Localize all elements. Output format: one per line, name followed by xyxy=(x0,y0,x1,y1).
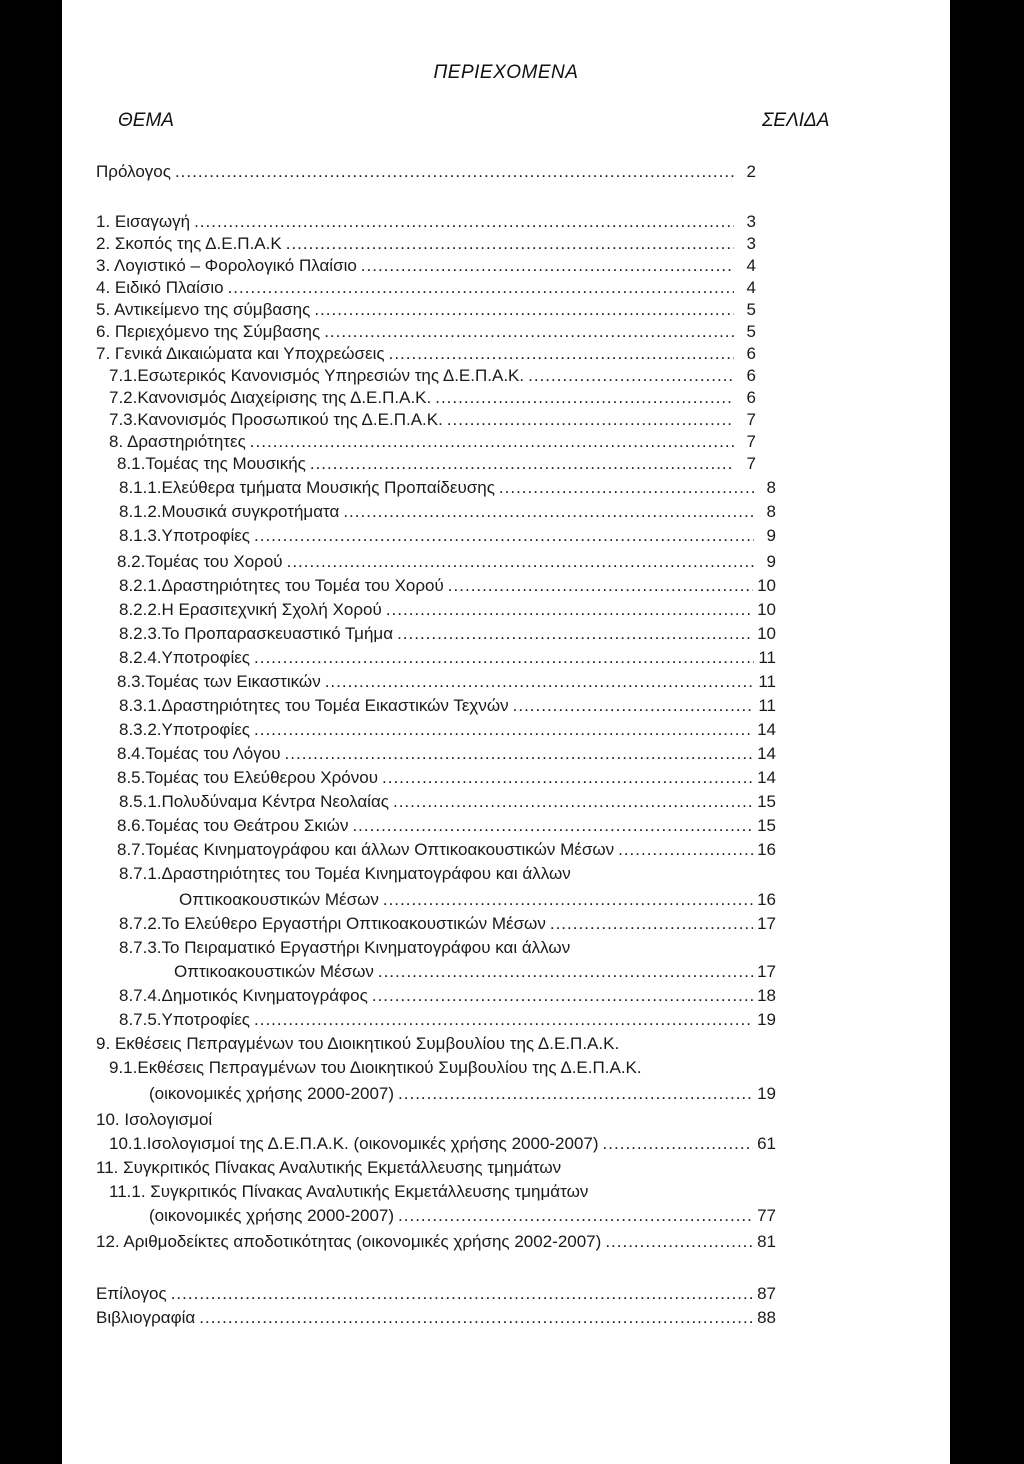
toc-entry xyxy=(117,768,776,790)
toc-entry-label: 8.1.Τομέας της Μουσικής xyxy=(117,454,306,473)
toc-entry-page-number: 6 xyxy=(746,388,756,407)
toc-entry-label: 9. Εκθέσεις Πεπραγμένων του Διοικητικού Συμβουλίου της Δ.Ε.Π.Α.Κ. xyxy=(96,1034,620,1053)
toc-entry-page-number: 3 xyxy=(746,212,756,231)
toc-entry-label: (οικονομικές χρήσης 2000-2007) xyxy=(149,1084,395,1103)
dot-leader xyxy=(324,322,734,342)
toc-entry xyxy=(96,1034,776,1056)
dot-leader xyxy=(378,962,753,982)
dot-leader xyxy=(228,278,734,298)
toc-entry xyxy=(119,864,776,886)
toc-entry-page-number: 10 xyxy=(757,600,776,619)
column-header-page: ΣΕΛΙΔΑ xyxy=(762,110,830,131)
toc-entry-label: 2. Σκοπός της Δ.Ε.Π.Α.Κ xyxy=(96,234,282,253)
toc-entry-label: 8.2.3.Το Προπαρασκευαστικό Τμήμα xyxy=(119,624,394,643)
toc-entry-label: 7. Γενικά Δικαιώματα και Υποχρεώσεις xyxy=(96,344,385,363)
toc-entry-label: 8.2.4.Υποτροφίες xyxy=(119,648,250,667)
dot-leader xyxy=(550,914,753,934)
toc-entry xyxy=(149,1084,776,1106)
toc-entry-label: Επίλογος xyxy=(96,1284,167,1303)
toc-entry xyxy=(96,300,756,322)
toc-entry-page-number: 7 xyxy=(746,432,756,451)
toc-entry-page-number: 87 xyxy=(757,1284,776,1303)
toc-entry xyxy=(117,840,776,862)
toc-entry-page-number: 19 xyxy=(757,1010,776,1029)
toc-entry-label: 8.2.1.Δραστηριότητες του Τομέα του Χορού xyxy=(119,576,444,595)
toc-entry-label: 8.7.Τομέας Κινηματογράφου και άλλων Οπτικοακουστικών Μέσων xyxy=(117,840,615,859)
toc-entry xyxy=(119,792,776,814)
toc-entry-label: Βιβλιογραφία xyxy=(96,1308,196,1327)
toc-entry-label: 1. Εισαγωγή xyxy=(96,212,191,231)
toc-entry-page-number: 11 xyxy=(758,648,776,667)
dot-leader xyxy=(325,672,754,692)
toc-entry xyxy=(119,600,776,622)
toc-entry xyxy=(149,1206,776,1228)
dot-leader xyxy=(397,624,753,644)
toc-entry-label: 8.7.1.Δραστηριότητες του Τομέα Κινηματογράφου και άλλων xyxy=(119,864,571,883)
dot-leader xyxy=(382,768,753,788)
toc-entry-label: 8.5.Τομέας του Ελεύθερου Χρόνου xyxy=(117,768,379,787)
toc-entry-label: 7.2.Κανονισμός Διαχείρισης της Δ.Ε.Π.Α.Κ. xyxy=(109,388,432,407)
toc-entry-page-number: 4 xyxy=(746,256,756,275)
toc-entry-label: 8.3.2.Υποτροφίες xyxy=(119,720,250,739)
dot-leader xyxy=(310,454,734,474)
toc-entry-label: 8.7.5.Υποτροφίες xyxy=(119,1010,250,1029)
toc-entry-page-number: 15 xyxy=(757,816,776,835)
dot-leader xyxy=(435,388,734,408)
toc-entry xyxy=(179,890,776,912)
dot-leader xyxy=(398,1206,753,1226)
toc-entry xyxy=(96,1232,776,1254)
toc-entry-page-number: 9 xyxy=(766,552,776,571)
toc-entry-label: 12. Αριθμοδείκτες αποδοτικότητας (οικονομικές χρήσης 2002-2007) xyxy=(96,1232,602,1251)
toc-entry xyxy=(117,672,776,694)
toc-entry-page-number: 8 xyxy=(766,478,776,497)
toc-entry-page-number: 15 xyxy=(757,792,776,811)
toc-entry-label: Οπτικοακουστικών Μέσων xyxy=(179,890,379,909)
toc-entry-label: 8.7.4.Δημοτικός Κινηματογράφος xyxy=(119,986,368,1005)
dot-leader xyxy=(383,890,753,910)
dot-leader xyxy=(605,1232,753,1252)
dot-leader xyxy=(618,840,753,860)
toc-entry-page-number: 6 xyxy=(746,344,756,363)
toc-entry xyxy=(96,1110,776,1132)
toc-entry xyxy=(96,212,756,234)
dot-leader xyxy=(343,502,754,522)
page-title: ΠΕΡΙΕΧΟΜΕΝΑ xyxy=(433,62,579,83)
toc-entry-page-number: 17 xyxy=(757,962,776,981)
toc-entry xyxy=(119,720,776,742)
toc-entry xyxy=(96,162,756,184)
toc-entry-page-number: 7 xyxy=(746,410,756,429)
toc-entry-page-number: 16 xyxy=(757,890,776,909)
toc-entry-label: (οικονομικές χρήσης 2000-2007) xyxy=(149,1206,395,1225)
toc-entry-label: 10.1.Ισολογισμοί της Δ.Ε.Π.Α.Κ. (οικονομικές χρήσης 2000-2007) xyxy=(109,1134,599,1153)
dot-leader xyxy=(254,648,754,668)
dot-leader xyxy=(448,576,753,596)
toc-entry xyxy=(109,366,756,388)
toc-entry-label: 10. Ισολογισμοί xyxy=(96,1110,213,1129)
toc-entry xyxy=(119,914,776,936)
document-sheet xyxy=(62,0,950,1464)
toc-entry-label: 8.3.1.Δραστηριότητες του Τομέα Εικαστικών Τεχνών xyxy=(119,696,509,715)
toc-entry-page-number: 7 xyxy=(746,454,756,473)
toc-entry-page-number: 10 xyxy=(757,576,776,595)
toc-entry xyxy=(109,1182,776,1204)
toc-entry xyxy=(119,986,776,1008)
dot-leader xyxy=(361,256,734,276)
toc-entry-label: 4. Ειδικό Πλαίσιο xyxy=(96,278,224,297)
toc-entry xyxy=(117,816,776,838)
column-header-theme: ΘΕΜΑ xyxy=(118,110,174,131)
toc-entry-page-number: 77 xyxy=(757,1206,776,1225)
dot-leader xyxy=(171,1284,753,1304)
dot-leader xyxy=(254,526,754,546)
toc-entry-page-number: 8 xyxy=(766,502,776,521)
toc-entry xyxy=(96,1284,776,1306)
toc-entry-label: 8.7.2.Το Ελεύθερο Εργαστήρι Οπτικοακουστικών Μέσων xyxy=(119,914,546,933)
toc-entry xyxy=(109,410,756,432)
toc-entry xyxy=(109,1134,776,1156)
toc-entry-page-number: 11 xyxy=(758,672,776,691)
dot-leader xyxy=(175,162,734,182)
toc-entry-label: 8.2.2.Η Ερασιτεχνική Σχολή Χορού xyxy=(119,600,382,619)
toc-entry-label: 3. Λογιστικό – Φορολογικό Πλαίσιο xyxy=(96,256,357,275)
toc-entry-page-number: 14 xyxy=(757,768,776,787)
toc-entry xyxy=(96,278,756,300)
dot-leader xyxy=(194,212,734,232)
toc-entry-label: 8.1.1.Ελεύθερα τμήματα Μουσικής Προπαίδευσης xyxy=(119,478,495,497)
toc-entry xyxy=(119,478,776,500)
dot-leader xyxy=(287,552,754,572)
dot-leader xyxy=(499,478,754,498)
toc-entry-label: 8.5.1.Πολυδύναμα Κέντρα Νεολαίας xyxy=(119,792,389,811)
toc-entry xyxy=(119,696,776,718)
toc-entry-label: 8.2.Τομέας του Χορού xyxy=(117,552,283,571)
toc-entry-page-number: 5 xyxy=(746,322,756,341)
toc-entry xyxy=(109,388,756,410)
toc-entry-page-number: 19 xyxy=(757,1084,776,1103)
toc-entry-page-number: 3 xyxy=(746,234,756,253)
toc-entry-page-number: 10 xyxy=(757,624,776,643)
toc-entry-label: 11.1. Συγκριτικός Πίνακας Αναλυτικής Εκμετάλλευσης τμημάτων xyxy=(109,1182,589,1201)
toc-entry-label: 8.1.3.Υποτροφίες xyxy=(119,526,250,545)
toc-entry-label: 8.7.3.Το Πειραματικό Εργαστήρι Κινηματογράφου και άλλων xyxy=(119,938,571,957)
toc-entry-label: Πρόλογος xyxy=(96,162,171,181)
dot-leader xyxy=(250,432,734,452)
dot-leader xyxy=(528,366,734,386)
toc-entry-page-number: 11 xyxy=(758,696,776,715)
dot-leader xyxy=(393,792,753,812)
toc-entry-page-number: 5 xyxy=(746,300,756,319)
toc-entry xyxy=(117,454,756,476)
toc-entry xyxy=(119,624,776,646)
toc-entry-page-number: 2 xyxy=(746,162,756,181)
toc-entry-page-number: 61 xyxy=(757,1134,776,1153)
toc-entry-page-number: 9 xyxy=(766,526,776,545)
toc-entry-page-number: 16 xyxy=(757,840,776,859)
toc-entry-page-number: 14 xyxy=(757,744,776,763)
toc-entry xyxy=(117,552,776,574)
toc-entry xyxy=(119,502,776,524)
dot-leader xyxy=(447,410,734,430)
toc-entry xyxy=(174,962,776,984)
dot-leader xyxy=(352,816,753,836)
toc-entry xyxy=(117,744,776,766)
toc-entry-label: 7.3.Κανονισμός Προσωπικού της Δ.Ε.Π.Α.Κ. xyxy=(109,410,443,429)
dot-leader xyxy=(254,720,753,740)
toc-entry xyxy=(119,938,776,960)
dot-leader xyxy=(389,344,734,364)
toc-entry xyxy=(96,344,756,366)
toc-entry xyxy=(96,234,756,256)
toc-entry xyxy=(109,432,756,454)
toc-entry-page-number: 17 xyxy=(757,914,776,933)
toc-entry-page-number: 14 xyxy=(757,720,776,739)
toc-entry xyxy=(119,526,776,548)
dot-leader xyxy=(254,1010,753,1030)
toc-entry-page-number: 88 xyxy=(757,1308,776,1327)
toc-entry-label: 8. Δραστηριότητες xyxy=(109,432,246,451)
toc-entry-page-number: 6 xyxy=(746,366,756,385)
toc-entry xyxy=(96,1308,776,1330)
toc-entry-label: 8.1.2.Μουσικά συγκροτήματα xyxy=(119,502,340,521)
dot-leader xyxy=(386,600,753,620)
toc-entry xyxy=(109,1058,776,1080)
toc-entry-label: 11. Συγκριτικός Πίνακας Αναλυτικής Εκμετάλλευσης τμημάτων xyxy=(96,1158,562,1177)
dot-leader xyxy=(372,986,753,1006)
dot-leader xyxy=(199,1308,753,1328)
toc-entry-label: 8.6.Τομέας του Θεάτρου Σκιών xyxy=(117,816,349,835)
toc-entry-label: 7.1.Εσωτερικός Κανονισμός Υπηρεσιών της Δ.Ε.Π.Α.Κ. xyxy=(109,366,525,385)
toc-entry-page-number: 81 xyxy=(757,1232,776,1251)
dot-leader xyxy=(314,300,734,320)
toc-entry xyxy=(96,256,756,278)
toc-entry-page-number: 18 xyxy=(757,986,776,1005)
toc-entry-label: 5. Αντικείμενο της σύμβασης xyxy=(96,300,311,319)
toc-entry xyxy=(119,1010,776,1032)
toc-entry xyxy=(96,1158,776,1180)
toc-entry xyxy=(119,648,776,670)
toc-entry xyxy=(96,322,756,344)
dot-leader xyxy=(603,1134,754,1154)
toc-entry-label: Οπτικοακουστικών Μέσων xyxy=(174,962,374,981)
dot-leader xyxy=(398,1084,753,1104)
toc-entry-label: 9.1.Εκθέσεις Πεπραγμένων του Διοικητικού Συμβουλίου της Δ.Ε.Π.Α.Κ. xyxy=(109,1058,642,1077)
dot-leader xyxy=(513,696,754,716)
toc-entry-label: 8.3.Τομέας των Εικαστικών xyxy=(117,672,321,691)
toc-entry-label: 8.4.Τομέας του Λόγου xyxy=(117,744,281,763)
toc-entry-page-number: 4 xyxy=(746,278,756,297)
toc-entry-label: 6. Περιεχόμενο της Σύμβασης xyxy=(96,322,321,341)
toc-entry xyxy=(119,576,776,598)
dot-leader xyxy=(285,744,754,764)
dot-leader xyxy=(286,234,734,254)
